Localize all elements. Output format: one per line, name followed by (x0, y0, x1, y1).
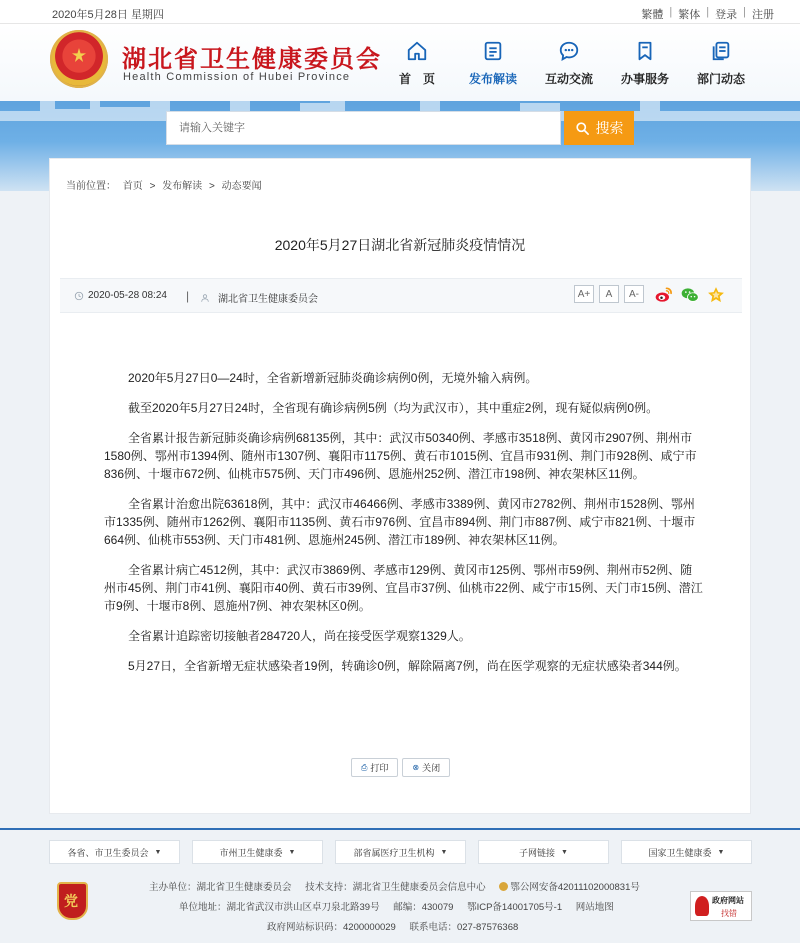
party-org-logo[interactable] (57, 882, 88, 920)
meta-divider: | (186, 289, 190, 303)
breadcrumb-separator: > (208, 181, 215, 192)
search-button[interactable] (564, 111, 634, 145)
article-meta-bar (60, 278, 742, 313)
select-provincial-commissions[interactable] (49, 840, 180, 864)
footer-icp[interactable]: 鄂ICP备14001705号-1 (467, 902, 563, 913)
footer-address: 单位地址：湖北省武汉市洪山区卓刀泉北路39号 (179, 902, 380, 913)
top-links (641, 6, 774, 22)
publish-date-text: 2020-05-28 08:24 (88, 290, 167, 301)
gov-badge-icon (695, 896, 709, 916)
breadcrumb (66, 177, 266, 192)
footer-tech-support: 技术支持：湖北省卫生健康委员会信息中心 (305, 882, 486, 893)
breadcrumb-news[interactable]: 动态要闻 (221, 181, 262, 192)
font-size-controls (574, 285, 644, 303)
nav-label: 首 页 (398, 72, 435, 86)
chevron-down-icon: ▼ (561, 848, 568, 856)
main-nav (390, 40, 748, 87)
current-date: 2020年5月28日 星期四 (52, 9, 164, 21)
article-body (104, 369, 704, 687)
traditional-chinese-link[interactable]: 繁體 (641, 9, 664, 21)
footer-sitemap[interactable]: 网站地图 (575, 902, 614, 913)
gov-site-error-report-badge[interactable] (690, 891, 752, 921)
site-title[interactable]: 湖北省卫生健康委员会 (122, 44, 382, 73)
register-link[interactable]: 注册 (752, 9, 774, 21)
favorite-star-icon[interactable] (706, 285, 726, 305)
site-header (0, 24, 800, 101)
breadcrumb-home[interactable]: 首页 (122, 181, 143, 192)
article-paragraph: 全省累计病亡4512例，其中：武汉市3869例、孝感市129例、黄冈市125例、鄂州市59例、荆州市52例、随州市45例、荆门市41例、襄阳市40例、黄石市39例、宜昌市37例、仙桃市22例、咸宁市15例、天门市15例、潜江市9例、十堰市8例、恩施州7例、神农架林区0例。 (104, 563, 703, 613)
print-label: 打印 (370, 763, 389, 773)
footer-sponsor: 主办单位：湖北省卫生健康委员会 (149, 882, 292, 893)
select-label: 国家卫生健康委 (648, 847, 712, 858)
share-buttons (654, 285, 726, 305)
select-subsite-links[interactable] (478, 840, 609, 864)
select-label: 各省、市卫生委员会 (67, 847, 149, 858)
breadcrumb-prefix: 当前位置： (66, 181, 116, 192)
clock-icon (74, 291, 84, 301)
nav-label: 办事服务 (620, 72, 669, 86)
article-actions (351, 758, 450, 777)
font-larger-button[interactable]: A+ (574, 285, 594, 303)
article-source-text: 湖北省卫生健康委员会 (218, 294, 318, 305)
breadcrumb-separator: > (149, 181, 156, 192)
select-city-commissions[interactable] (192, 840, 323, 864)
article-paragraph: 2020年5月27日0—24时，全省新增新冠肺炎确诊病例0例，无境外输入病例。 (128, 371, 538, 385)
nav-department-news[interactable] (694, 40, 748, 87)
nav-label: 发布解读 (468, 72, 517, 86)
nav-label: 部门动态 (696, 72, 745, 86)
top-bar (0, 0, 800, 24)
search-bar (166, 111, 634, 145)
footer-site-id: 政府网站标识码：4200000029 (267, 922, 396, 933)
document-icon (482, 40, 504, 62)
nav-label: 互动交流 (544, 72, 593, 86)
font-normal-button[interactable]: A (599, 285, 619, 303)
article-paragraph: 截至2020年5月27日24时，全省现有确诊病例5例（均为武汉市），其中重症2例，现有疑似病例0例。 (128, 401, 659, 415)
article-paragraph: 5月27日，全省新增无症状感染者19例，转确诊0例，解除隔离7例，尚在医学观察的无症状感染者344例。 (128, 659, 687, 673)
chevron-down-icon: ▼ (717, 848, 725, 856)
chat-icon (558, 40, 580, 62)
print-icon: ⎙ (361, 762, 368, 772)
article-paragraph: 全省累计追踪密切接触者284720人，尚在接受医学观察1329人。 (128, 629, 471, 643)
national-emblem-logo[interactable] (50, 30, 108, 88)
weibo-icon[interactable] (654, 285, 674, 305)
search-icon (575, 121, 590, 136)
nav-interaction[interactable] (542, 40, 596, 87)
nav-release[interactable] (466, 40, 520, 87)
font-smaller-button[interactable]: A- (624, 285, 644, 303)
chevron-down-icon: ▼ (154, 848, 162, 856)
divider: | (706, 6, 710, 18)
divider: | (743, 6, 746, 18)
footer-info (149, 878, 662, 938)
close-button[interactable] (402, 758, 450, 777)
breadcrumb-release[interactable]: 发布解读 (162, 181, 203, 192)
select-national-commission[interactable] (621, 840, 752, 864)
wechat-icon[interactable] (680, 285, 700, 305)
article-paragraph: 全省累计报告新冠肺炎确诊病例68135例，其中：武汉市50340例、孝感市3518例、黄冈市2907例、荆州市1580例、鄂州市1394例、随州市1307例、襄阳市1175例、黄石市1015例、宜昌市931例、荆门市928例、咸宁市836例、十堰市672例、仙桃市575例、天门市496例、恩施州252例、潜江市198例、神农架林区11例。 (104, 431, 697, 481)
search-input[interactable] (166, 111, 561, 145)
article-card (49, 158, 751, 814)
footer-phone: 联系电话：027-87576368 (409, 922, 519, 933)
nav-services[interactable] (618, 40, 672, 87)
print-button[interactable] (351, 758, 398, 777)
login-link[interactable]: 登录 (715, 9, 738, 21)
article-source (200, 290, 318, 305)
chevron-down-icon: ▼ (440, 848, 448, 856)
select-label: 部省属医疗卫生机构 (353, 847, 435, 858)
nav-home[interactable] (390, 40, 444, 87)
close-icon: ⊗ (412, 763, 420, 772)
police-record[interactable]: 鄂公网安备42011102000831号 (499, 882, 651, 893)
article-paragraph: 全省累计治愈出院63618例，其中：武汉市46466例、孝感市3389例、黄冈市2782例、荆州市1528例、鄂州市1335例、随州市1262例、襄阳市1135例、黄石市976例、宜昌市894例、荆门市887例、咸宁市821例、十堰市664例、仙桃市553例、天门市481例、恩施州245例、潜江市189例、神农架林区11例。 (104, 497, 696, 547)
publish-date (74, 290, 167, 301)
select-label: 子网链接 (519, 847, 556, 858)
chevron-down-icon: ▼ (288, 848, 296, 856)
home-icon (406, 40, 428, 62)
footer-postcode: 邮编：430079 (393, 902, 454, 913)
gov-badge-action: 找错 (721, 909, 737, 918)
police-badge-icon (499, 882, 508, 891)
files-icon (710, 40, 732, 62)
site-footer (0, 830, 800, 943)
bookmark-icon (634, 40, 656, 62)
simplified-chinese-link[interactable]: 繁体 (678, 9, 701, 21)
search-button-label: 搜索 (595, 120, 624, 136)
user-icon (200, 293, 210, 303)
select-medical-institutions[interactable] (335, 840, 466, 864)
gov-badge-title: 政府网站 (712, 896, 744, 905)
site-subtitle: Health Commission of Hubei Province (123, 71, 351, 83)
close-label: 关闭 (422, 763, 441, 773)
article-title: 2020年5月27日湖北省新冠肺炎疫情情况 (274, 237, 526, 253)
link-selects (49, 840, 752, 864)
select-label: 市州卫生健康委 (219, 847, 283, 858)
divider: | (669, 6, 673, 18)
